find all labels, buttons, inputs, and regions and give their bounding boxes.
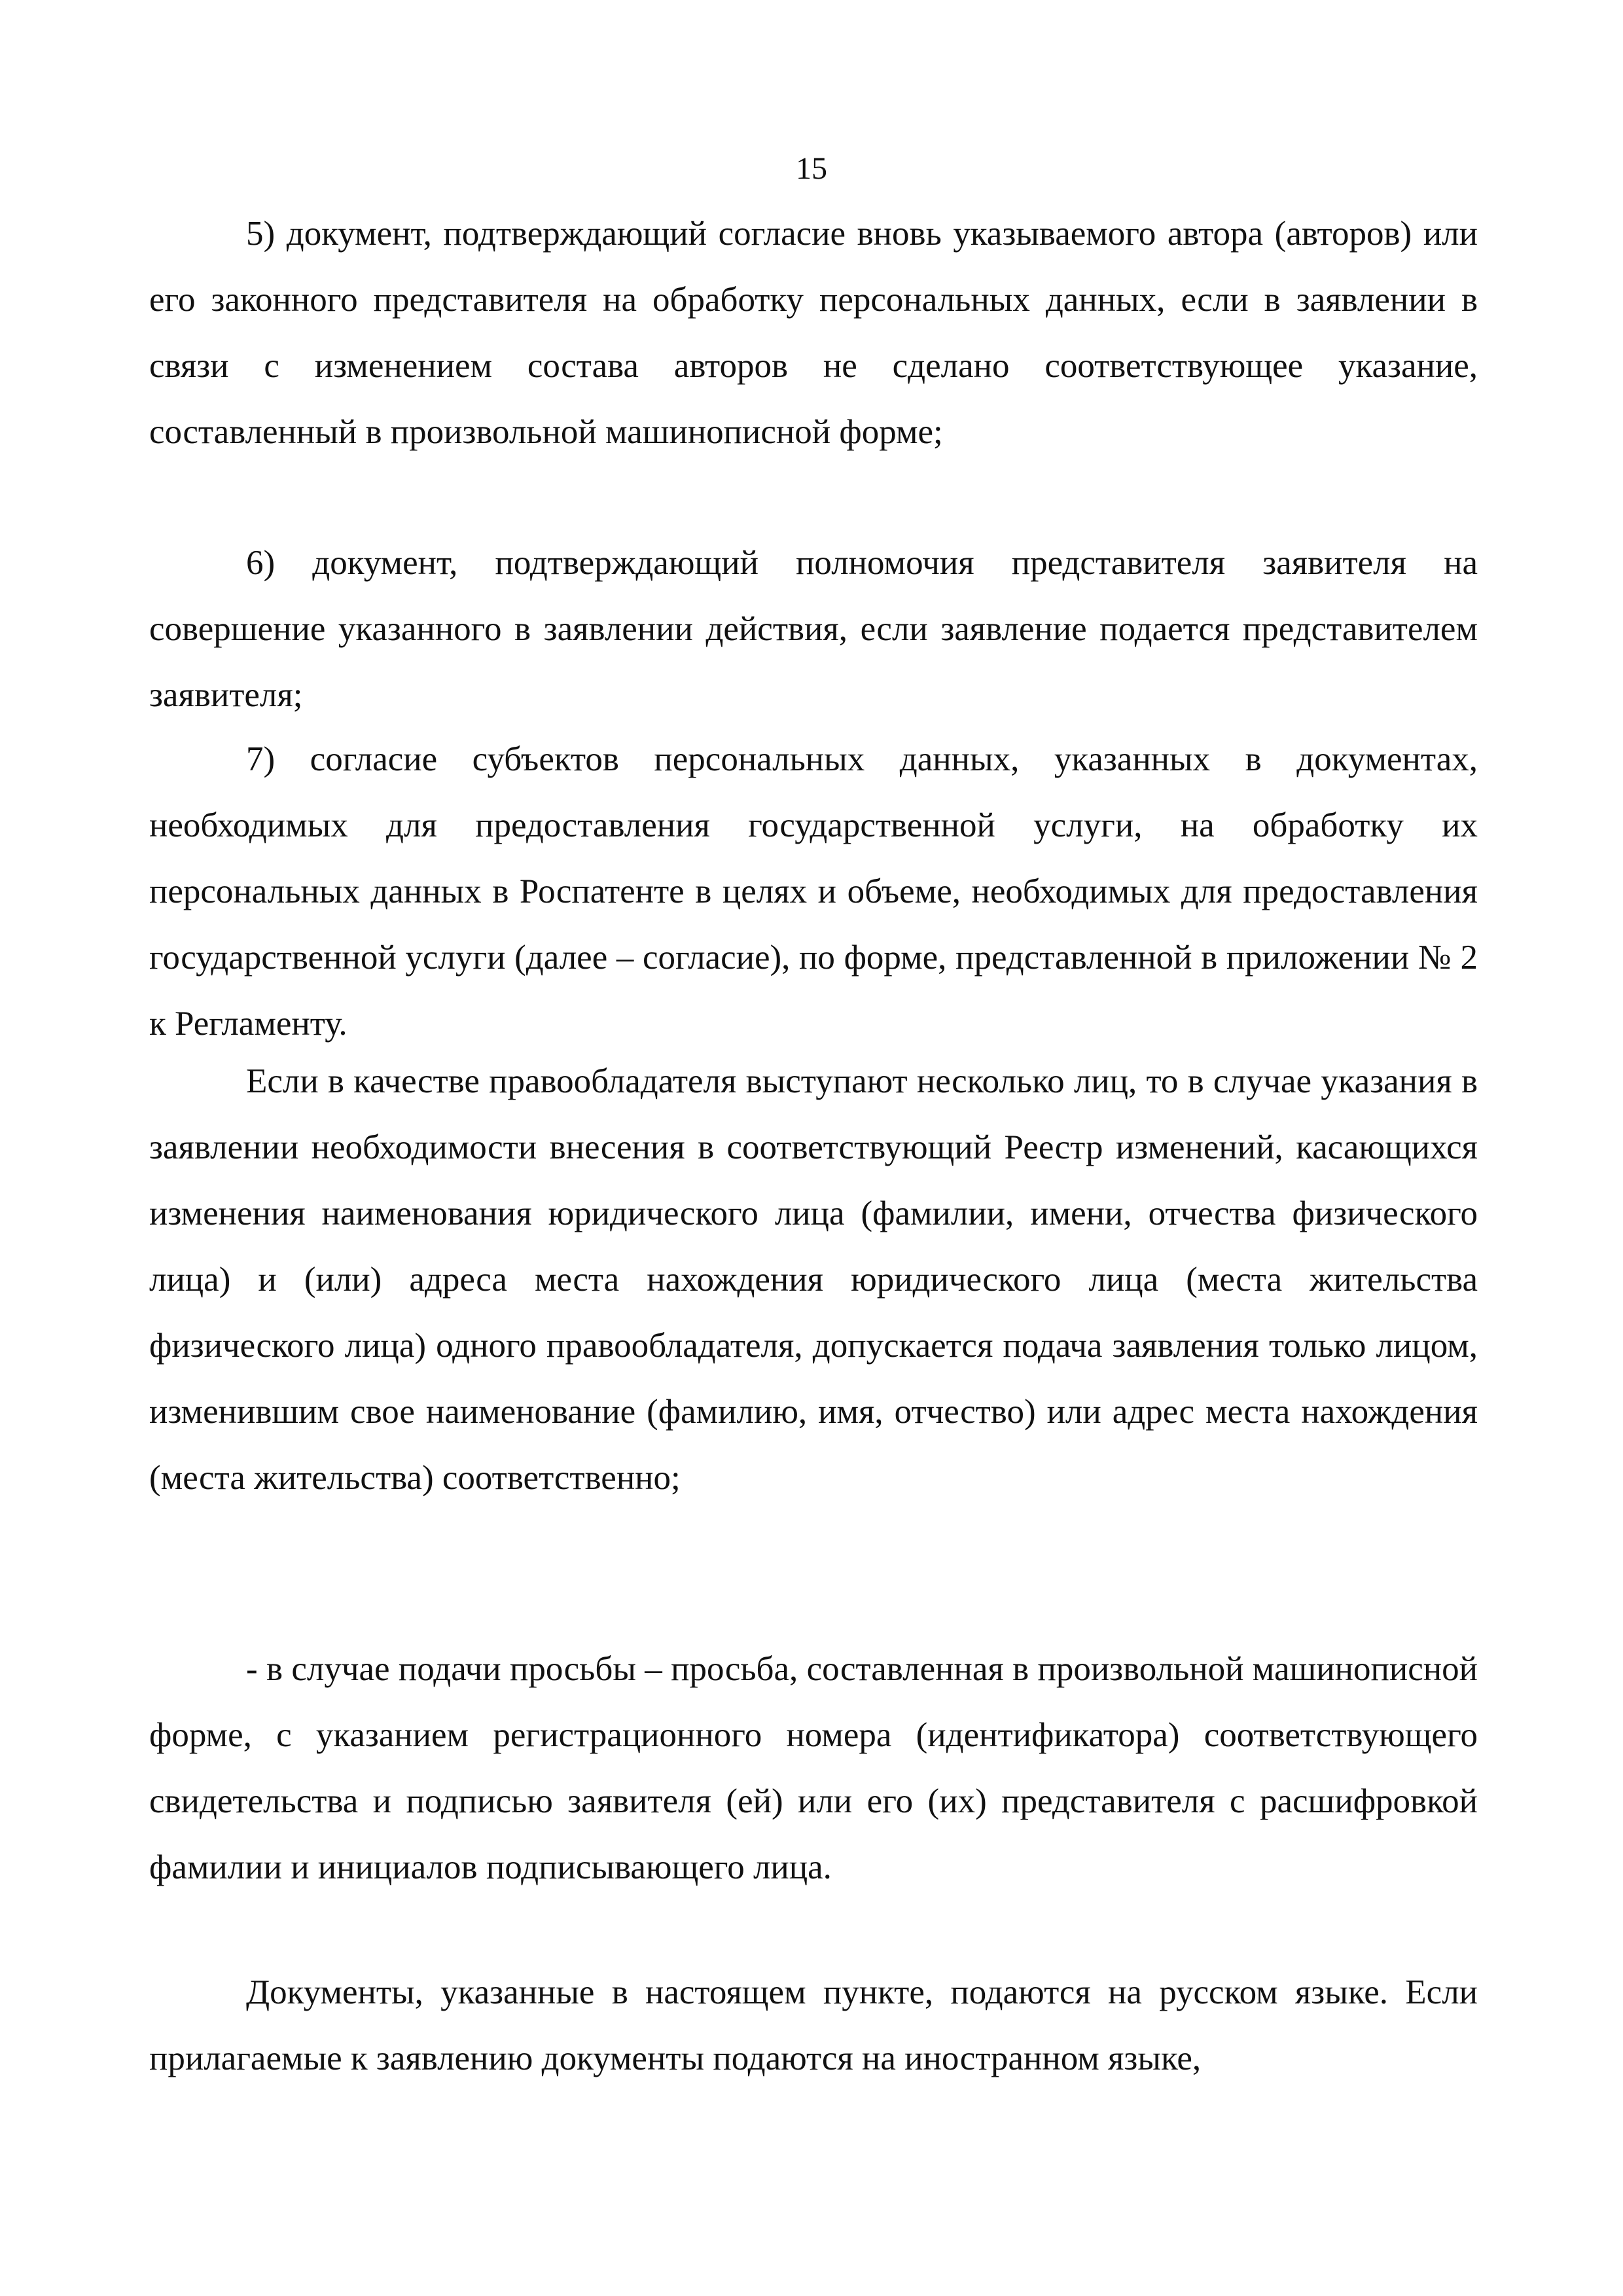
paragraph-text: 5) документ, подтверждающий согласие вновь указываемого автора (авторов) или его законного представителя на обработку персональных данных, если в заявлении в связи с изменением состава авторов не сделано соответствующее указание, составленный в произвольной машинописной форме; — [149, 215, 1478, 451]
paragraph-text: Документы, указанные в настоящем пункте, подаются на русском языке. Если прилагаемые к заявлению документы подаются на иностранном языке, — [149, 1973, 1478, 2077]
paragraph-text: - в случае подачи просьбы – просьба, составленная в произвольной машинописной форме, с указанием регистрационного номера (идентификатора) соответствующего свидетельства и подписью заявителя (ей) или его (их) представителя с расшифровкой фамилии и инициалов подписывающего лица. — [149, 1650, 1478, 1886]
paragraph-text: 7) согласие субъектов персональных данных, указанных в документах, необходимых для предоставления государственной услуги, на обработку их персональных данных в Роспатенте в целях и объеме, необходимых для предоставления государственной услуги (далее – согласие), по форме, представленной в приложении № 2 к Регламенту. — [149, 740, 1478, 1043]
paragraph-text: 6) документ, подтверждающий полномочия представителя заявителя на совершение указанного в заявлении действия, если заявление подается представителем заявителя; — [149, 544, 1478, 714]
paragraph-item-7 — [149, 726, 1478, 1057]
paragraph-multiple-rightholders — [149, 1049, 1478, 1511]
paragraph-item-5 — [149, 201, 1478, 465]
paragraph-request-case — [149, 1636, 1478, 1901]
page-number: 15 — [796, 151, 827, 186]
paragraph-text: Если в качестве правообладателя выступают несколько лиц, то в случае указания в заявлении необходимости внесения в соответствующий Реестр изменений, касающихся изменения наименования юридического лица (фамилии, имени, отчества физического лица) и (или) адреса места нахождения юридического лица (места жительства физического лица) одного правообладателя, допускается подача заявления только лицом, изменившим свое наименование (фамилию, имя, отчество) или адрес места нахождения (места жительства) соответственно; — [149, 1062, 1478, 1497]
paragraph-item-6 — [149, 530, 1478, 728]
paragraph-language-requirements — [149, 1960, 1478, 2092]
